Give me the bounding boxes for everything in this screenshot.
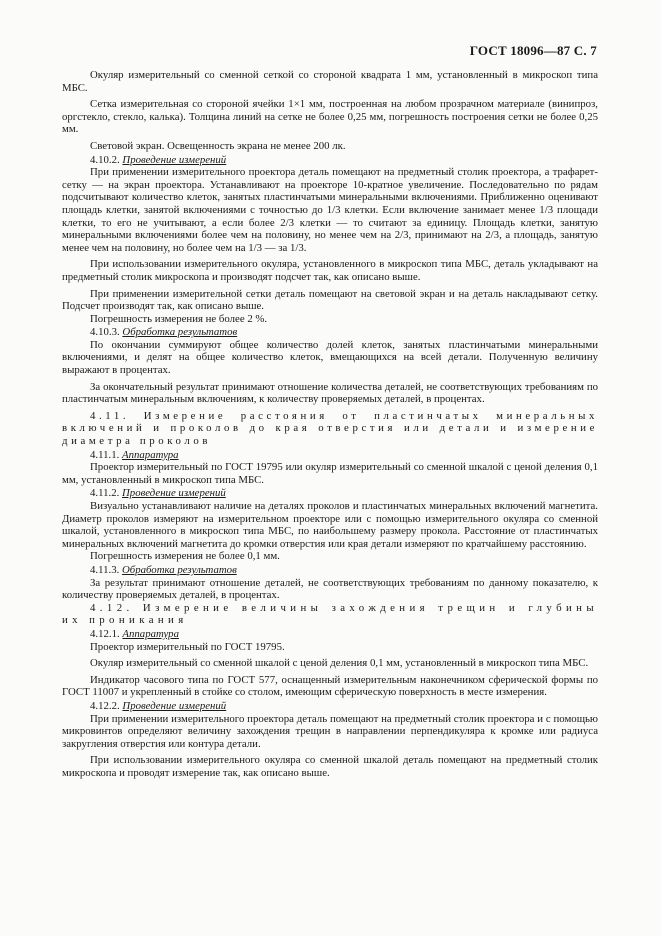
section-title: Проведение измерений — [122, 153, 227, 166]
section-heading — [62, 487, 598, 500]
paragraph: По окончании суммируют общее количество долей клеток, занятых пластинчатыми минеральными включениями, и делят на общее количество клеток, вмещающихся на всей детали. Полученную величину выражают в процентах. — [62, 338, 598, 377]
section-heading — [62, 326, 598, 339]
section-number: 4.12.2. — [90, 699, 120, 712]
section-number: 4.12.1. — [90, 627, 120, 640]
paragraph: Окуляр измерительный со сменной шкалой с ценой деления 0,1 мм, установленный в микроскоп типа МБС. — [90, 657, 589, 670]
paragraph: При применении измерительного проектора деталь помещают на предметный столик проектора, а трафарет-сетку — на экран проектора. Устанавливают на проекторе 10-кратное увеличение. Последовательно по рядам подсчитывают количество клеток, занятых пластинчатыми минеральными включениями. Приближенно оценивают площадь клетки, занятой включениями с точностью до 1/3 клетки. Если включение занимает менее 1/3 площади клетки, то его не учитывают, а если более 2/3 клетки — то считают за единицу. Площадь клетки, занятую минеральными включениями более чем на половину, но менее чем на 2/3, принимают на 2/3, а площадь, занятую менее чем на половину, но более чем на 1/3 — за 1/3. — [62, 166, 598, 254]
paragraph: Визуально устанавливают наличие на деталях проколов и пластинчатых минеральных включений магнетита. Диаметр проколов измеряют на измерительном проекторе или с помощью измерительного окуляра со сменной шкалой, установленного в микроскоп типа МБС, по наибольшему размеру прокола. Расстояние от пластинчатых минеральных включений магнетита до кромки отверстия или края детали измеряют по кратчайшему расстоянию. — [62, 500, 598, 550]
spaced-section-heading: 4.12. Измерение величины захождения трещин и глубины их проникания — [62, 601, 598, 627]
paragraph: За результат принимают отношение деталей, не соответствующих требованиям по данному показателю, к количеству проверяемых деталей, в процентах. — [62, 576, 598, 602]
section-heading — [62, 449, 598, 462]
section-title: Обработка результатов — [122, 326, 238, 339]
paragraph: При применении измерительной сетки деталь помещают на световой экран и на деталь накладывают сетку. Подсчет производят так, как описано выше. — [62, 287, 598, 313]
section-number: 4.11.2. — [90, 487, 120, 500]
paragraph: Световой экран. Освещенность экрана не менее 200 лк. — [90, 139, 346, 152]
section-number: 4.11.3. — [90, 563, 120, 576]
paragraph: Проектор измерительный по ГОСТ 19795 или окуляр измерительный со сменной шкалой с ценой деления 0,1 мм, установленный в микроскоп типа МБС. — [62, 461, 598, 486]
section-heading — [62, 628, 598, 641]
paragraph: Окуляр измерительный со сменной сеткой со стороной квадрата 1 мм, установленный в микроскоп типа МБС. — [62, 69, 598, 94]
section-heading — [62, 154, 598, 167]
paragraph: При использовании измерительного окуляра, установленного в микроскоп типа МБС, деталь укладывают на предметный столик микроскопа и производят подсчет так, как описано выше. — [62, 258, 598, 283]
paragraph: При применении измерительного проектора деталь помещают на предметный столик проектора и с помощью микровинтов определяют величину захождения трещин в направлении перпендикуляра к кромке или радиуса закругления отверстия или контура детали. — [62, 712, 598, 750]
section-title: Проведение измерений — [122, 487, 226, 500]
paragraph: Индикатор часового типа по ГОСТ 577, оснащенный измерительным наконечником сферической формы по ГОСТ 11007 и укрепленный в стойке со столом, имеющим сферическую поверхность в месте измерения. — [62, 673, 598, 699]
paragraph: За окончательный результат принимают отношение количества деталей, не соответствующих требованиям по пластинчатым минеральным включениям, к количеству проверяемых деталей, в процентах. — [62, 380, 598, 406]
paragraph: Погрешность измерения не более 0,1 мм. — [90, 550, 280, 563]
section-heading — [62, 700, 598, 713]
paragraph: Сетка измерительная со стороной ячейки 1×1 мм, построенная на любом прозрачном материале (винипроз, оргстекло, стекло, калька). Толщина линий на сетке не более 0,25 мм, погрешность построения сетки не более 0,25 мм. — [62, 98, 598, 136]
section-number: 4.10.3. — [90, 326, 120, 339]
paragraph: Проектор измерительный по ГОСТ 19795. — [90, 640, 285, 653]
paragraph: Погрешность измерения не более 2 %. — [90, 312, 268, 325]
section-title: Аппаратура — [122, 448, 179, 461]
section-number: 4.11.1. — [90, 448, 120, 461]
running-header: ГОСТ 18096—87 С. 7 — [469, 43, 597, 58]
spaced-section-heading: 4.11. Измерение расстояния от пластинчатых минеральных включений и проколов до края отверстия или детали и измерение диаметра проколов — [62, 409, 598, 448]
section-title: Обработка результатов — [122, 563, 237, 576]
section-title: Проведение измерений — [122, 699, 227, 712]
paragraph: При использовании измерительного окуляра со сменной шкалой деталь помещают на предметный столик микроскопа и проводят измерение так, как описано выше. — [62, 754, 598, 779]
document-body — [62, 69, 598, 779]
section-number: 4.10.2. — [90, 153, 120, 166]
section-title: Аппаратура — [122, 627, 179, 640]
section-heading — [62, 564, 598, 577]
